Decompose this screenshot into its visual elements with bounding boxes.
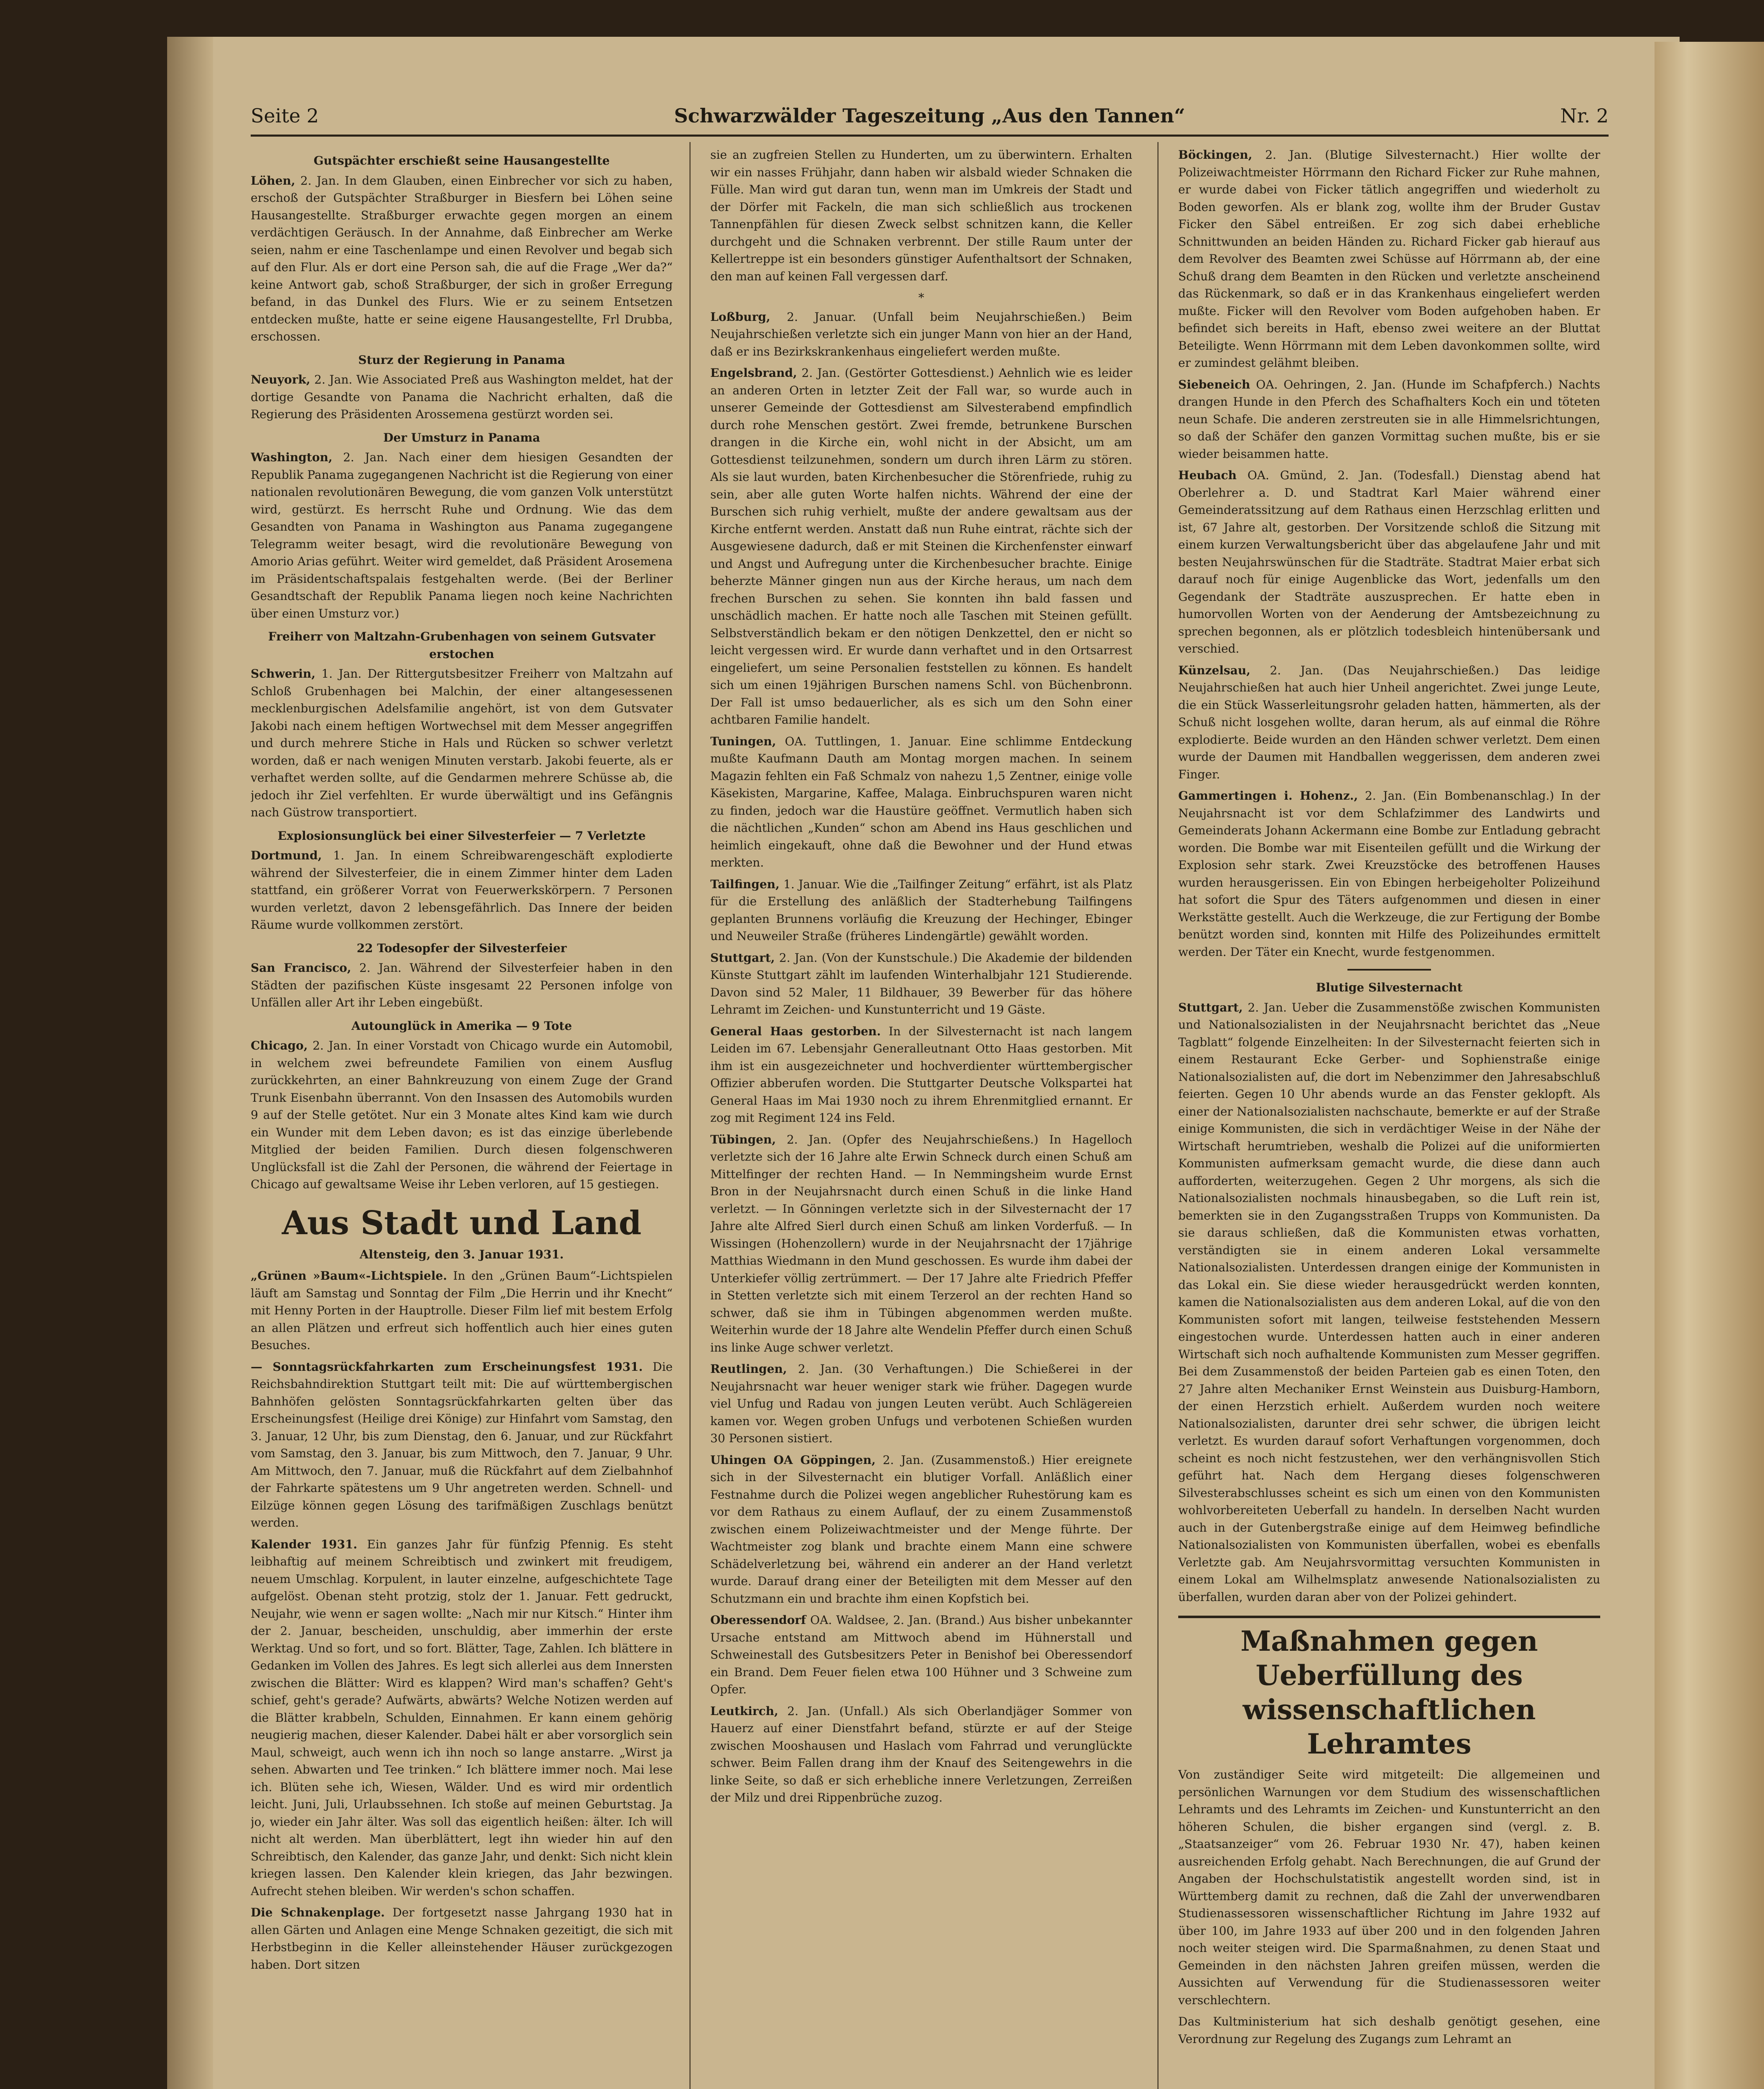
book-binding [1655,42,1764,2089]
article-body [710,308,1132,361]
article-text: 2. Januar. (Unfall beim Neujahrschießen.) Beim Neujahrschießen verletzte sich ein junger Mann von hier an der Hand, daß er ins Bezirkskrankenhaus eingeliefert werden mußte. [710,310,1132,358]
article-body [710,1360,1132,1447]
article-text: In der Silvesternacht ist nach langem Leiden im 67. Lebensjahr Generalleutnant Otto Haas gestorben. Mit ihm ist ein ausgezeichneter und hochverdienter württembergischer Offizier abberufen worden. Die Stuttgarter Deutsche Volkspartei hat General Haas im Mai 1930 noch zu ihrem Ehrenmitglied ernannt. Er zog mit Regiment 124 ins Feld. [710,1024,1132,1125]
article-text: 2. Jan. (30 Verhaftungen.) Die Schießerei in der Neujahrsnacht war heuer weniger stark wie früher. Dagegen wurde viel Unfug und Radau von jungen Leuten verübt. Auch Schlägereien kamen vor. Wegen groben Unfugs und verbotenen Schießen wurden 30 Personen sistiert. [710,1362,1132,1445]
column-divider [689,142,691,2089]
column-3 [1178,146,1600,2089]
dateline-place: Löhen, [251,173,295,188]
article-text: 1. Januar. Wie die „Tailfinger Zeitung“ erfährt, ist als Platz für die Erstellung des anläßlich der Stadterhebung Tailfingens geplanten Brunnens vorläufig die Kreuzung der Hechinger, Ebinger und Neuweiler Straße (früheres Lindengärtle) gewählt worden. [710,877,1132,943]
dateline-place: Oberessendorf [710,1613,806,1627]
page-header [251,104,1609,134]
column-1 [251,146,673,2089]
article-lead: „Grünen »Baum«-Lichtspiele. [251,1269,447,1283]
dateline-place: Schwerin, [251,667,316,681]
article-body [710,1611,1132,1698]
article-body [1178,787,1600,961]
article-text: 2. Jan. (Ein Bombenanschlag.) In der Neujahrsnacht ist vor dem Schlafzimmer des Landwirts und Gemeinderats Johann Ackermann eine Bombe zur Entladung gebracht worden. Die Bombe war mit Eisenteilen gefüllt und die Wirkung der Explosion sehr stark. Zwei Kreuzstöcke des betroffenen Hauses wurden herausgerissen. Ein von Ebingen herbeigeholter Polizeihund hat sofort die Spur des Täters aufgenommen und diesen in einer Werkstätte gestellt. Auch die Werkzeuge, die zur Fertigung der Bombe benützt worden sind, konnten mit Hilfe des Polizeihundes ermittelt werden. Der Täter ein Knecht, wurde festgenommen. [1178,789,1600,959]
article-body [710,1023,1132,1127]
article-headline: Explosionsunglück bei einer Silvesterfeier — 7 Verletzte [277,828,646,843]
article-text: 2. Jan. (Zusammenstoß.) Hier ereignete sich in der Silvesternacht ein blutiger Vorfall. Anläßlich einer Festnahme durch die Polizei wegen angeblicher Ruhestörung kam es vor dem Rathaus zu einem Auflauf, der zu einem Zusammenstoß zwischen einem Polizeiwachtmeister und der Menge führte. Der Wachtmeister zog blank und brachte einem Mann eine schwere Schädelverletzung bei, während ein anderer an der Hand verletzt wurde. Darauf drang einer der Beteiligten mit dem Messer auf den Schutzmann ein und brachte ihm einen Kopfstich bei. [710,1453,1132,1606]
article-text: 2. Jan. (Opfer des Neujahrschießens.) In Hagelloch verletzte sich der 16 Jahre alte Erwin Schneck durch einen Schuß am Mittelfinger der rechten Hand. — In Nemmingsheim wurde Ernst Bron in der Neujahrsnacht durch einen Schuß in die linke Hand verletzt. — In Gönningen verletzte sich in der Silvesternacht der 17 Jahre alte Alfred Sierl durch einen Schuß am linken Vorderfuß. — In Wissingen (Hohenzollern) wurde in der Neujahrsnacht der 17jährige Matthias Wiedmann in den Mund geschossen. Es wurde ihm dabei der Unterkiefer völlig zertrümmert. — Der 17 Jahre alte Friedrich Pfeffer in Stetten verletzte sich mit einem Terzerol an der rechten Hand so schwer, daß sie ihm in Tübingen abgenommen werden mußte. Weiterhin wurde der 18 Jahre alte Wendelin Pfeffer durch einen Schuß ins linke Auge schwer verletzt. [710,1132,1132,1355]
article-headline: Sturz der Regierung in Panama [358,353,565,367]
section-heading: Aus Stadt und Land [282,1204,642,1242]
issue-number: Nr. 2 [1560,104,1609,127]
feature-headline: Maßnahmen gegen Ueberfüllung des wissenschaftlichen Lehramtes [1178,1616,1600,1761]
section-dateline: Altensteig, den 3. Januar 1931. [359,1247,564,1261]
dateline-place: Dortmund, [251,849,322,862]
article-body [251,371,673,423]
article-text: Ein ganzes Jahr für fünfzig Pfennig. Es steht leibhaftig auf meinem Schreibtisch und zwinkert mit freudigem, neuem Umschlag. Korpulent, in lauter einzelne, aufgeschichtete Tage aufgelöst. Obenan steht protzig, stolz der 1. Januar. Fett gedruckt, Neujahr, wie wenn er sagen wollte: „Nach mir nur Kitsch.“ Hinter ihm der 2. Januar, bescheiden, unschuldig, aber immerhin der erste Werktag. Und so fort, und so fort. Blätter, Tage, Zahlen. Ich blättere in Gedanken im Vollen des Jahres. Es legt sich allerlei aus dem Innersten zwischen die Blätter: Wird es klappen? Wird man's schaffen? Geht's schief, geht's gerade? Aufwärts, abwärts? Welche Notizen werden auf die Blätter krabbeln, Schulden, Einnahmen. Er kann einem gehörig neugierig machen, dieser Kalender. Dabei hält er aber vorsorglich sein Maul, schweigt, auch wenn ich ihn noch so lange anstarre. „Wirst ja sehen. Abwarten und Tee trinken.“ Ich blättere immer noch. Mai lese ich. Blüten sehe ich, Wiesen, Wälder. Und es wird mir ordentlich leicht. Juni, Juli, Urlaubssehnen. Ich stoße auf meinen Geburtstag. Ja jo, wieder ein Jahr älter. Was soll das eigentlich heißen: älter. Ich will nicht alt werden. Man überblättert, legt ihn wieder hin auf den Schreibtisch, den Kalender, das ganze Jahr, und denkt: Sich nicht klein kriegen lassen. Den Kalender klein kriegen, das Jahr bezwingen. Aufrecht stehen bleiben. Wir werden's schon schaffen. [251,1537,673,1898]
article-text: 2. Jan. Ueber die Zusammenstöße zwischen Kommunisten und Nationalsozialisten in der Neujahrsnacht berichtet das „Neue Tagblatt“ folgende Einzelheiten: In der Silvesternacht feierten sich in einem Restaurant Ecke Gerber- und Sophienstraße einige Nationalsozialisten auf, die dort im Nebenzimmer den Jahresabschluß feierten. Gegen 10 Uhr abends wurde an das Fenster geklopft. Als einer der Nationalsozialisten nachschaute, bemerkte er auf der Straße einige Kommunisten, die sich in verdächtiger Weise in der Nähe der Wirtschaft herumtrieben, weshalb die Polizei auf die uniformierten Kommunisten aufmerksam gemacht wurde, die diese dann auch aufforderten, weiterzugehen. Gegen 2 Uhr morgens, als sich die Nationalsozialisten nochmals hinausbegaben, so die Luft rein ist, bemerkten sie in den Zugangsstraßen Trupps von Kommunisten. Da sie daraus schließen, daß die Kommunisten etwas vorhatten, verständigten sie in einem anderen Lokal versammelte Nationalsozialisten. Unterdessen drangen einige der Kommunisten in das Lokal ein. Sie diese wieder herausgedrückt werden konnten, kamen die Nationalsozialisten aus dem anderen Lokal, auf die von den Kommunisten sofort mit langen, teilweise feststehenden Messern eingestochen wurde. Unterdessen hatten auch in einer anderen Wirtschaft sich noch aufhaltende Kommunisten zum Messer gegriffen. Bei dem Zusammenstoß der beiden Parteien gab es einen Toten, den 27 Jahre alten Mechaniker Ernst Weinstein aus Duisburg-Hamborn, der einen Herzstich erhielt. Außerdem wurden noch weitere Nationalsozialisten, darunter drei sehr schwer, die übrigen leicht verletzt. Es wurden darauf sofort Verhaftungen vorgenommen, doch scheint es noch nicht festzustehen, wer den verhängnisvollen Stich geführt hat. Nach dem Hergang dieses folgenschweren Silvesterabschlusses scheint es sich um einen von den Kommunisten wohlvorbereiteten Ueberfall zu handeln. In derselben Nacht wurden auch in der Gutenbergstraße einige auf dem Heimweg befindliche Nationalsozialisten von Kommunisten überfallen, wobei es ebenfalls Verletzte gab. Am Neujahrsvormittag versuchten Kommunisten in einem Lokal am Wilhelmsplatz anwesende Nationalsozialisten zu überfallen, wurden daran aber von der Polizei gehindert. [1178,1000,1600,1604]
dateline-place: Reutlingen, [710,1362,787,1376]
article-headline: Blutige Silvesternacht [1316,981,1463,994]
dateline-place: Washington, [251,450,333,464]
dateline-place: Leutkirch, [710,1704,778,1718]
dateline-place: General Haas gestorben. [710,1024,881,1038]
article-body [251,847,673,934]
article-text: sie an zugfreien Stellen zu Hunderten, um zu überwintern. Erhalten wir ein nasses Frühjahr, dann haben wir alsbald wieder Schnaken die Fülle. Man wird gut daran tun, wenn man im Umkreis der Stadt und der Dörfer mit Fackeln, die man sich schließlich aus trockenen Tannenpfählen für diesen Zweck selbst schnitzen kann, die Keller durchgeht und die Schnaken verbrennt. Der stille Raum unter der Kellertreppe ist ein besonders günstiger Aufenthaltsort der Schnaken, den man auf keinen Fall vergessen darf. [710,148,1132,283]
article-lead: Kalender 1931. [251,1537,358,1551]
article-body [710,876,1132,945]
dateline-place: Stuttgart, [1178,1000,1243,1014]
newspaper-title: Schwarzwälder Tageszeitung „Aus den Tannen“ [674,104,1185,127]
article-body [1178,376,1600,463]
article-body [710,364,1132,729]
header-rule [251,135,1609,137]
dateline-place: Tübingen, [710,1132,776,1146]
dateline-place: Uhingen OA Göppingen, [710,1453,876,1467]
article-body [1178,1766,1600,2009]
dateline-place: Loßburg, [710,310,770,324]
article-text: Die Reichsbahndirektion Stuttgart teilt mit: Die auf württembergischen Bahnhöfen gelösten Sonntagsrückfahrkarten gelten über das Erscheinungsfest (Heilige drei Könige) zur Hinfahrt vom Samstag, den 3. Januar, 12 Uhr, bis zum Dienstag, den 6. Januar, und zur Rückfahrt vom Samstag, den 3. Januar, bis zum Mittwoch, den 7. Januar, 9 Uhr. Am Mittwoch, den 7. Januar, muß die Rückfahrt auf dem Zielbahnhof der Fahrkarte spätestens um 9 Uhr angetreten werden. Schnell- und Eilzüge können gegen Lösung des tarifmäßigen Zuschlags benützt werden. [251,1360,673,1530]
dateline-place: Böckingen, [1178,148,1253,162]
article-text: OA. Gmünd, 2. Jan. (Todesfall.) Dienstag abend hat Oberlehrer a. D. und Stadtrat Karl Maier während einer Gemeinderatssitzung auf dem Rathaus einen Herzschlag erlitten und ist, 67 Jahre alt, gestorben. Der Vorsitzende schloß die Sitzung mit einem kurzen Verwaltungsbericht über das abgelaufene Jahr und mit besten Neujahrswünschen für die Stadträte. Stadtrat Maier erbat sich darauf noch für einige Augenblicke das Wort, jedenfalls um den Gegendank der Stadträte auszusprechen. Er hatte eben in humorvollen Worten von der Aenderung der Amtsbezeichnung zu sprechen begonnen, als er plötzlich todesbleich hintenübersank und verschied. [1178,468,1600,656]
dateline-place: Gammertingen i. Hohenz., [1178,789,1358,803]
article-text: Das Kultministerium hat sich deshalb genötigt gesehen, eine Verordnung zur Regelung des Zugangs zum Lehramt an [1178,2015,1600,2046]
article-text: OA. Tuttlingen, 1. Januar. Eine schlimme Entdeckung mußte Kaufmann Dauth am Montag morgen machen. In seinem Magazin fehlten ein Faß Schmalz von nahezu 1,5 Zentner, einige volle Käsekisten, Margarine, Kaffee, Malaga. Einbruchspuren waren nicht zu finden, jedoch war die Haustüre geöffnet. Vermutlich haben sich die nächtlichen „Kunden“ schon am Abend ins Haus geschlichen und heimlich eingekauft, ohne daß die Bewohner und der Hund etwas merkten. [710,734,1132,869]
article-text: OA. Oehringen, 2. Jan. (Hunde im Schafpferch.) Nachts drangen Hunde in den Pferch des Schafhalters Koch ein und töteten neun Schafe. Die anderen zerstreuten sie in alle Himmelsrichtungen, so daß der Schäfer den ganzen Vormittag suchen mußte, bis er sie wieder beisammen hatte. [1178,377,1600,461]
article-body [1178,662,1600,783]
dateline-place: Neuyork, [251,373,310,386]
article-body [710,1131,1132,1357]
article-text: Der fortgesetzt nasse Jahrgang 1930 hat in allen Gärten und Anlagen eine Menge Schnaken gezeitigt, die sich mit Herbstbeginn in die Keller alleinstehender Häuser zurückgezogen haben. Dort sitzen [251,1906,673,1972]
dateline-place: Chicago, [251,1039,308,1052]
dateline-place: Tuningen, [710,734,776,748]
page-number: Seite 2 [251,104,319,127]
article-body [1178,2013,1600,2048]
article-text: 2. Jan. (Unfall.) Als sich Oberlandjäger Sommer von Hauerz auf einer Dienstfahrt befand, stürzte er auf der Steige zwischen Mooshausen und Haslach vom Fahrrad und verunglückte schwer. Beim Fallen drang ihm der Knauf des Seitengewehrs in die linke Seite, so daß er sich erhebliche innere Verletzungen, Zerreißen der Milz und drei Rippenbrüche zuzog. [710,1704,1132,1804]
article-body [1178,999,1600,1606]
article-body [1178,467,1600,658]
article-body [251,959,673,1011]
article-text: 2. Jan. (Blutige Silvesternacht.) Hier wollte der Polizeiwachtmeister Hörrmann den Richard Ficker zur Ruhe mahnen, er wurde dabei von Ficker tätlich angegriffen und wiederholt zu Boden geworfen. Als er blank zog, wollte ihm der Bruder Gustav Ficker den Säbel entreißen. Er zog sich dabei erhebliche Schnittwunden an beiden Händen zu. Richard Ficker gab hierauf aus dem Revolver des Beamten zwei Schüsse auf Hörrmann ab, der eine Schuß drang dem Beamten in den Rücken und verletzte anscheinend das Rückenmark, so daß er in das Krankenhaus eingeliefert werden mußte. Ficker will den Revolver vom Boden aufgehoben haben. Er befindet sich bereits in Haft, ebenso zwei weitere an der Bluttat Beteiligte. Wenn Hörrmann mit dem Leben davonkommen sollte, wird er zumindest gelähmt bleiben. [1178,148,1600,370]
article-body [251,1037,673,1193]
article-text: 2. Jan. (Von der Kunstschule.) Die Akademie der bildenden Künste Stuttgart zählt im laufenden Winterhalbjahr 121 Studierende. Davon sind 52 Maler, 11 Bildhauer, 39 Bewerber für das höhere Lehramt im Zeichen- und Kunstunterricht und 19 Gäste. [710,950,1132,1017]
article-body [251,1358,673,1532]
column-2 [710,146,1132,2089]
article-text: 2. Jan. Nach einer dem hiesigen Gesandten der Republik Panama zugegangenen Nachricht ist die Regierung von einer nationalen revolutionären Bewegung, die vom ganzen Volk unterstützt wird, gestürzt. Es herrscht Ruhe und Ordnung. Wie das dem Gesandten von Panama in Washington aus Panama zugegangene Telegramm weiter besagt, wird die revolutionäre Bewegung von Amorio Arias geführt. Weiter wird gemeldet, daß Präsident Arosemena im Präsidentschaftspalais festgehalten werde. (Bei der Berliner Gesandtschaft der Republik Panama liegen noch keine Nachrichten über einen Umsturz vor.) [251,450,673,620]
article-lead: — Sonntagsrückfahrkarten zum Erscheinungsfest 1931. [251,1360,643,1374]
dateline-place: Engelsbrand, [710,366,797,380]
article-text: 2. Jan. Wie Associated Preß aus Washington meldet, hat der dortige Gesandte von Panama die Nachricht erhalten, daß die Regierung des Präsidenten Arossemena gestürzt worden sei. [251,373,673,421]
article-body [251,665,673,821]
article-text: OA. Waldsee, 2. Jan. (Brand.) Aus bisher unbekannter Ursache entstand am Mittwoch abend im Hühnerstall und Schweinestall des Gutsbesitzers Peter in Benishof bei Oberessendorf ein Brand. Dem Feuer fielen etwa 100 Hühner und 3 Schweine zum Opfer. [710,1613,1132,1696]
article-headline: Gutspächter erschießt seine Hausangestellte [313,154,610,168]
dateline-place: Tailfingen, [710,877,780,891]
article-headline: Der Umsturz in Panama [383,430,540,445]
dateline-place: Künzelsau, [1178,663,1251,677]
article-text: In den „Grünen Baum“-Lichtspielen läuft am Samstag und Sonntag der Film „Die Herrin und ihr Knecht“ mit Henny Porten in der Hauptrolle. Dieser Film lief mit bestem Erfolg an allen Plätzen und erfreut sich hoffentlich auch hier eines guten Besuches. [251,1269,673,1352]
dateline-place: Stuttgart, [710,950,775,965]
article-text: 2. Jan. In einer Vorstadt von Chicago wurde ein Automobil, in welchem zwei befreundete Familien von einem Ausflug zurückkehrten, an einer Bahnkreuzung von einem Zuge der Grand Trunk Eisenbahn überrannt. Von den Insassen des Automobils wurden 9 auf der Stelle getötet. Nur ein 3 Monate altes Kind kam wie durch ein Wunder mit dem Leben davon; es ist das einzige überlebende Mitglied der beiden Familien. Durch diesen folgenschweren Unglücksfall ist die Zahl der Personen, die während der Feiertage in Chicago auf gewaltsame Weise ihr Leben verloren, auf 15 gestiegen. [251,1039,673,1191]
article-text: 2. Jan. (Das Neujahrschießen.) Das leidige Neujahrschießen hat auch hier Unheil angerichtet. Zwei junge Leute, die ein Stück Wasserleitungsrohr geladen hatten, hämmerten, als der Schuß nicht losgehen wollte, daran herum, als auf einmal die Röhre explodierte. Beide wurden an den Händen schwer verletzt. Dem einen wurde der Daumen mit Handballen weggerissen, dem anderen zwei Finger. [1178,663,1600,781]
article-body [251,449,673,622]
article-body [710,949,1132,1019]
article-body [710,733,1132,872]
article-body [251,172,673,346]
article-text: 2. Jan. Während der Silvesterfeier haben in den Städten der pazifischen Küste insgesamt 22 Personen infolge von Unfällen aller Art ihr Leben eingebüßt. [251,961,673,1009]
article-body [251,1904,673,1973]
article-body [251,1267,673,1354]
article-separator [1347,969,1431,971]
article-body [710,1703,1132,1807]
article-body [710,1451,1132,1608]
article-text: 1. Jan. Der Rittergutsbesitzer Freiherr von Maltzahn auf Schloß Grubenhagen bei Malchin, der einer altangesessenen mecklenburgischen Adelsfamilie angehört, ist von dem Gutsvater Jakobi nach einem heftigen Wortwechsel mit dem Messer angegriffen und durch mehrere Stiche in Hals und Rücken so schwer verletzt worden, daß er nach wenigen Minuten verstarb. Jakobi feuerte, als er verhaftet werden sollte, auf die Gendarmen mehrere Schüsse ab, die jedoch ihr Ziel verfehlten. Er wurde überwältigt und ins Gefängnis nach Güstrow transportiert. [251,667,673,819]
article-text: 2. Jan. (Gestörter Gottesdienst.) Aehnlich wie es leider an anderen Orten in letzter Zeit der Fall war, so wurde auch in unserer Gemeinde der Gottesdienst am Silvesterabend empfindlich durch rohe Menschen gestört. Zwei fremde, betrunkene Burschen drangen in die Kirche ein, wohl nicht in der Absicht, um am Gottesdienst teilzunehmen, sondern um durch ihren Lärm zu stören. Als sie laut wurden, baten Kirchenbesucher die Störenfriede, ruhig zu sein, aber alle guten Worte halfen nichts. Während der eine der Burschen sich ruhig verhielt, mußte der andere gewaltsam aus der Kirche entfernt werden. Anstatt daß nun Ruhe eintrat, rächte sich der Ausgewiesene dadurch, daß er mit Steinen die Kirchenfenster einwarf und Angst und Aufregung unter die Kirchenbesucher brachte. Einige beherzte Männer gingen nun aus der Kirche heraus, um nach dem frechen Burschen zu sehen. Sie konnten ihn bald fassen und unschädlich machen. Er hatte noch alle Taschen mit Steinen gefüllt. Selbstverständlich bekam er den nötigen Denkzettel, den er nicht so leicht vergessen wird. Er wurde dann verhaftet und in den Ortsarrest eingeliefert, um seine Personalien feststellen zu können. Es handelt sich um einen 19jährigen Burschen namens Schl. von Büchenbronn. Der Fall ist umso bedauerlicher, als es sich um den Sohn einer achtbaren Familie handelt. [710,366,1132,727]
article-body [251,1536,673,1900]
separator-asterisk: * [918,291,924,305]
article-lead: Die Schnakenplage. [251,1906,385,1919]
article-headline: 22 Todesopfer der Silvesterfeier [356,941,567,955]
article-body [1178,146,1600,372]
dateline-place: San Francisco, [251,961,351,975]
article-text: 1. Jan. In einem Schreibwarengeschäft explodierte während der Silvesterfeier, die in einem Zimmer hinter dem Laden stattfand, ein größerer Vorrat von Feuerwerkskörpern. 7 Personen wurden verletzt, davon 2 lebensgefährlich. Das Innere der beiden Räume wurde vollkommen zerstört. [251,849,673,932]
article-headline: Freiherr von Maltzahn-Grubenhagen von seinem Gutsvater erstochen [268,630,656,661]
article-text: Von zuständiger Seite wird mitgeteilt: Die allgemeinen und persönlichen Warnungen vor dem Studium des wissenschaftlichen Lehramts und des Lehramts im Zeichen- und Kunstunterricht an den höheren Schulen, die bisher ergangen sind (vergl. z. B. „Staatsanzeiger“ vom 26. Februar 1930 Nr. 47), haben keinen ausreichenden Erfolg gehabt. Nach Berechnungen, die auf Grund der Angaben der Hochschulstatistik angestellt worden sind, ist in Württemberg damit zu rechnen, daß die Zahl der unverwendbaren Studienassessoren wissenschaftlicher Richtung im Jahre 1932 auf über 100, im Jahre 1933 auf über 200 und in den folgenden Jahren noch weiter steigen wird. Die Sparmaßnahmen, zu denen Staat und Gemeinden in den nächsten Jahren greifen müssen, werden die Aussichten auf Verwendung für die Studienassessoren weiter verschlechtern. [1178,1768,1600,2007]
dateline-place: Heubach [1178,468,1237,482]
column-divider [1157,142,1159,2089]
article-headline: Autounglück in Amerika — 9 Tote [351,1019,572,1033]
dateline-place: Siebeneich [1178,377,1251,391]
article-text: 2. Jan. In dem Glauben, einen Einbrecher vor sich zu haben, erschoß der Gutspächter Straßburger in Biesfern bei Löhen seine Hausangestellte. Straßburger erwachte gegen morgen an einem verdächtigen Geräusch. In der Annahme, daß Einbrecher am Werke seien, nahm er eine Taschenlampe und einen Revolver und begab sich auf den Flur. Als er dort eine Person sah, die auf die Frage „Wer da?“ keine Antwort gab, schoß Straßburger, der sich in großer Erregung befand, in das Dunkel des Flurs. Wie er zu seinem Entsetzen entdecken mußte, hatte er seine eigene Hausangestellte, Frl Drubba, erschossen. [251,173,673,343]
article-body [710,146,1132,285]
